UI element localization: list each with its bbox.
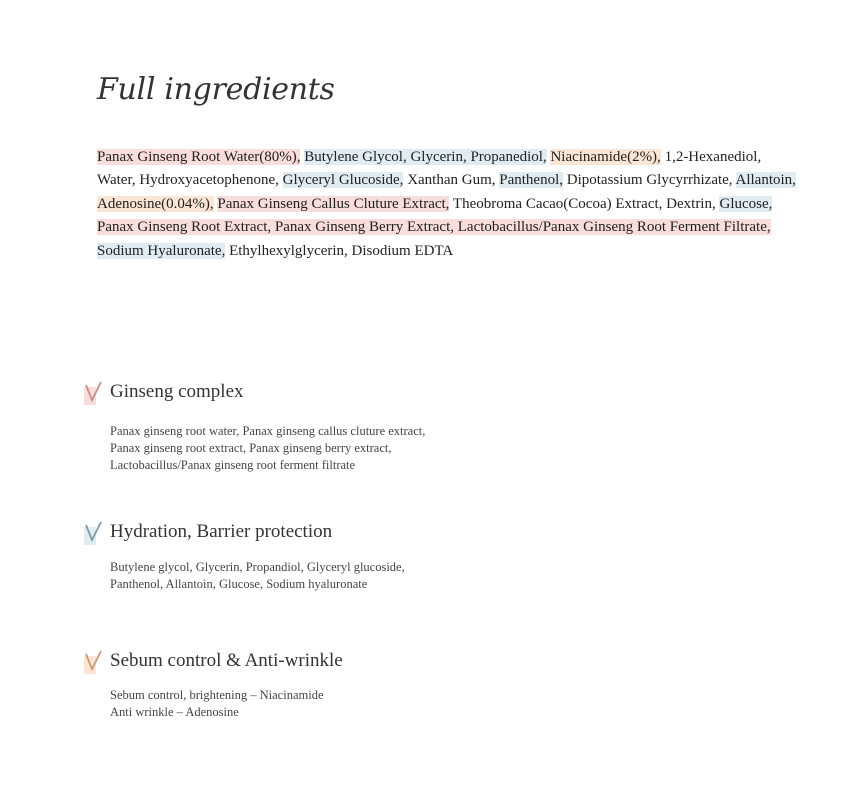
ingredient-item: Niacinamide(2%), bbox=[550, 149, 661, 165]
section-line: Sebum control, brightening – Niacinamide bbox=[110, 688, 324, 702]
ingredient-item: Glyceryl Glucoside, bbox=[282, 172, 404, 189]
section-title: Ginseng complex bbox=[110, 381, 244, 402]
checkmark-icon bbox=[84, 381, 104, 403]
ingredient-item: Allantoin, bbox=[735, 172, 796, 189]
ingredient-item: Theobroma Cacao(Cocoa) Extract, Dextrin, bbox=[452, 195, 716, 212]
ingredient-item: Panax Ginseng Root Water(80%), bbox=[97, 149, 301, 165]
ingredient-item: Panthenol, bbox=[499, 172, 564, 189]
section-line: Panax ginseng root water, Panax ginseng callus cluture extract, bbox=[110, 424, 426, 438]
ingredient-item: Adenosine(0.04%), bbox=[97, 195, 214, 212]
section-line: Anti wrinkle – Adenosine bbox=[110, 705, 239, 719]
ingredient-item: Sodium Hyaluronate, bbox=[97, 242, 226, 259]
section-line: Panthenol, Allantoin, Glucose, Sodium hyaluronate bbox=[110, 577, 368, 591]
ingredient-item: Glucose, bbox=[719, 195, 773, 212]
section-body bbox=[110, 687, 324, 721]
page-title: Full ingredients bbox=[97, 72, 335, 107]
ingredient-item: Panax Ginseng Root Extract, Panax Ginseng Berry Extract, Lactobacillus/Panax Ginseng Root Ferment Filtrate, bbox=[97, 219, 771, 236]
section-title: Hydration, Barrier protection bbox=[110, 521, 333, 542]
section-line: Lactobacillus/Panax ginseng root ferment filtrate bbox=[110, 458, 356, 472]
checkmark-icon bbox=[84, 521, 104, 543]
ingredient-item: 1,2-Hexanediol, Water, Hydroxyacetophenone, bbox=[97, 149, 762, 189]
section-line: Butylene glycol, Glycerin, Propandiol, Glyceryl glucoside, bbox=[110, 560, 405, 574]
section-body bbox=[110, 423, 425, 474]
ingredient-item: Ethylhexylglycerin, Disodium EDTA bbox=[229, 242, 454, 259]
ingredient-item: Butylene Glycol, Glycerin, Propanediol, bbox=[304, 149, 547, 165]
ingredient-item: Dipotassium Glycyrrhizate, bbox=[566, 172, 733, 189]
section-line: Panax ginseng root extract, Panax ginseng berry extract, bbox=[110, 441, 392, 455]
ingredients-list bbox=[97, 146, 797, 263]
section-body bbox=[110, 559, 405, 593]
checkmark-icon bbox=[84, 650, 104, 672]
section-title: Sebum control & Anti-wrinkle bbox=[110, 650, 343, 671]
ingredient-item: Xanthan Gum, bbox=[407, 172, 496, 189]
ingredient-item: Panax Ginseng Callus Cluture Extract, bbox=[217, 195, 450, 212]
